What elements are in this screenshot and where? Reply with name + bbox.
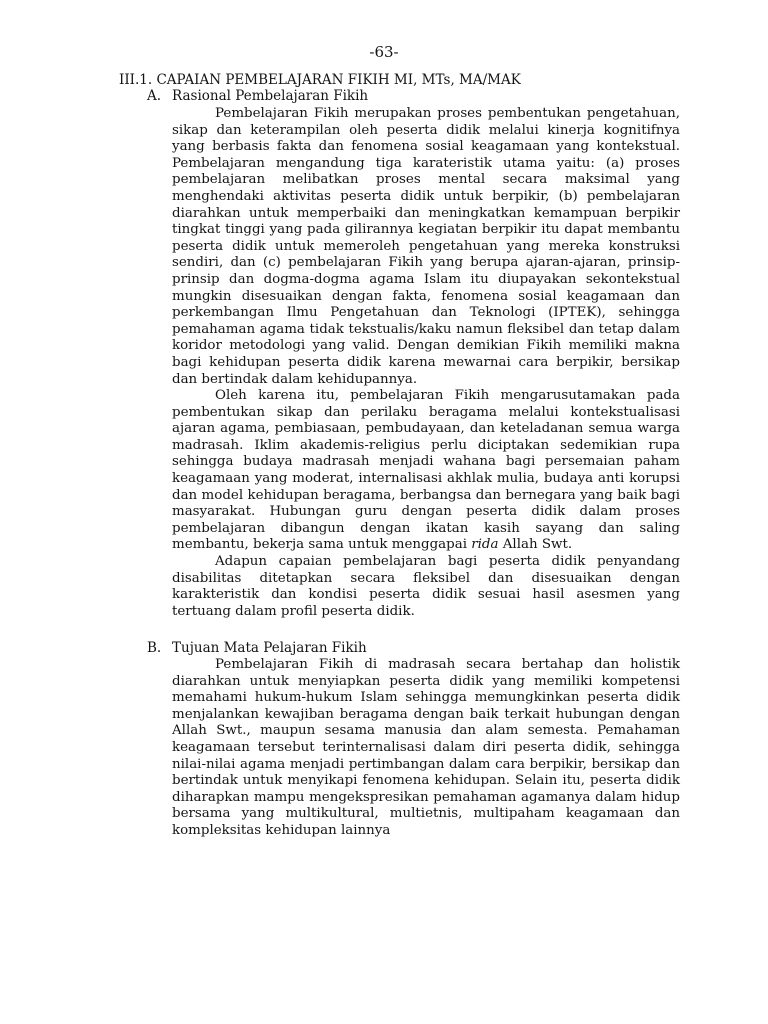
section-a-letter: A. [147, 88, 162, 104]
section-a-heading [147, 88, 368, 105]
section-b-body [172, 657, 680, 840]
section-a-paragraph-2 [172, 388, 680, 554]
section-b-title: Tujuan Mata Pelajaran Fikih [172, 640, 367, 656]
paragraph-2-text: Oleh karena itu, pembelajaran Fikih mengarusutamakan pada pembentukan sikap dan perilaku beragama melalui kontekstualisasi ajaran agama, pembiasaan, pembudayaan, dan keteladanan semua warga madrasah. Iklim akademis-religius perlu diciptakan sedemikian rupa sehingga budaya madrasah menjadi wahana bagi persemaian paham keagamaan yang moderat, internalisasi akhlak mulia, budaya anti korupsi dan model kehidupan beragama, berbangsa dan bernegara yang baik bagi masyarakat. Hubungan guru dengan peserta didik dalam proses pembelajaran dibangun dengan ikatan kasih sayang dan saling membantu, bekerja sama untuk menggapai [172, 388, 680, 553]
section-a-paragraph-1: Pembelajaran Fikih merupakan proses pembentukan pengetahuan, sikap dan keterampilan oleh peserta didik melalui kinerja kognitifnya yang berbasis fakta dan fenomena sosial keagamaan yang kontekstual. Pembelajaran mengandung tiga karateristik utama yaitu: (a) proses pembelajaran melibatkan proses mental secara maksimal yang menghendaki aktivitas peserta didik untuk berpikir, (b) pembelajaran diarahkan untuk memperbaiki dan meningkatkan kemampuan berpikir tingkat tinggi yang pada gilirannya kegiatan berpikir itu dapat membantu peserta didik untuk memeroleh pengetahuan yang mereka konstruksi sendiri, dan (c) pembelajaran Fikih yang berupa ajaran-ajaran, prinsip-prinsip dan dogma-dogma agama Islam itu diupayakan sekontekstual mungkin disesuaikan dengan fakta, fenomena sosial keagamaan dan perkembangan Ilmu Pengetahuan dan Teknologi (IPTEK), sehingga pemahaman agama tidak tekstualis/kaku namun fleksibel dan tetap dalam koridor metodologi yang valid. Dengan demikian Fikih memiliki makna bagi kehidupan peserta didik karena mewarnai cara berpikir, bersikap dan bertindak dalam kehidupannya. [172, 106, 680, 387]
paragraph-2-text-end: Allah Swt. [498, 537, 573, 553]
chapter-title: III.1. CAPAIAN PEMBELAJARAN FIKIH MI, MTs, MA/MAK [119, 72, 521, 88]
section-a-paragraph-3: Adapun capaian pembelajaran bagi peserta didik penyandang disabilitas ditetapkan secara fleksibel dan disesuaikan dengan karakteristik dan kondisi peserta didik sesuai hasil asesmen yang tertuang dalam profil peserta didik. [172, 554, 680, 619]
section-a-title: Rasional Pembelajaran Fikih [172, 88, 369, 104]
section-a-body [172, 106, 680, 620]
section-b-letter: B. [147, 640, 162, 656]
paragraph-2-italic-term: rida [471, 537, 499, 553]
section-b-paragraph-1: Pembelajaran Fikih di madrasah secara bertahap dan holistik diarahkan untuk menyiapkan peserta didik yang memiliki kompetensi memahami hukum-hukum Islam sehingga memungkinkan peserta didik menjalankan kewajiban beragama dengan baik terkait hubungan dengan Allah Swt., maupun sesama manusia dan alam semesta. Pemahaman keagamaan tersebut terinternalisasi dalam diri peserta didik, sehingga nilai-nilai agama menjadi pertimbangan dalam cara berpikir, bersikap dan bertindak untuk menyikapi fenomena kehidupan. Selain itu, peserta didik diharapkan mampu mengekspresikan pemahaman agamanya dalam hidup bersama yang multikultural, multietnis, multipaham keagamaan dan kompleksitas kehidupan lainnya [172, 657, 680, 838]
page-number: -63- [369, 43, 399, 61]
section-b-heading [147, 640, 367, 657]
